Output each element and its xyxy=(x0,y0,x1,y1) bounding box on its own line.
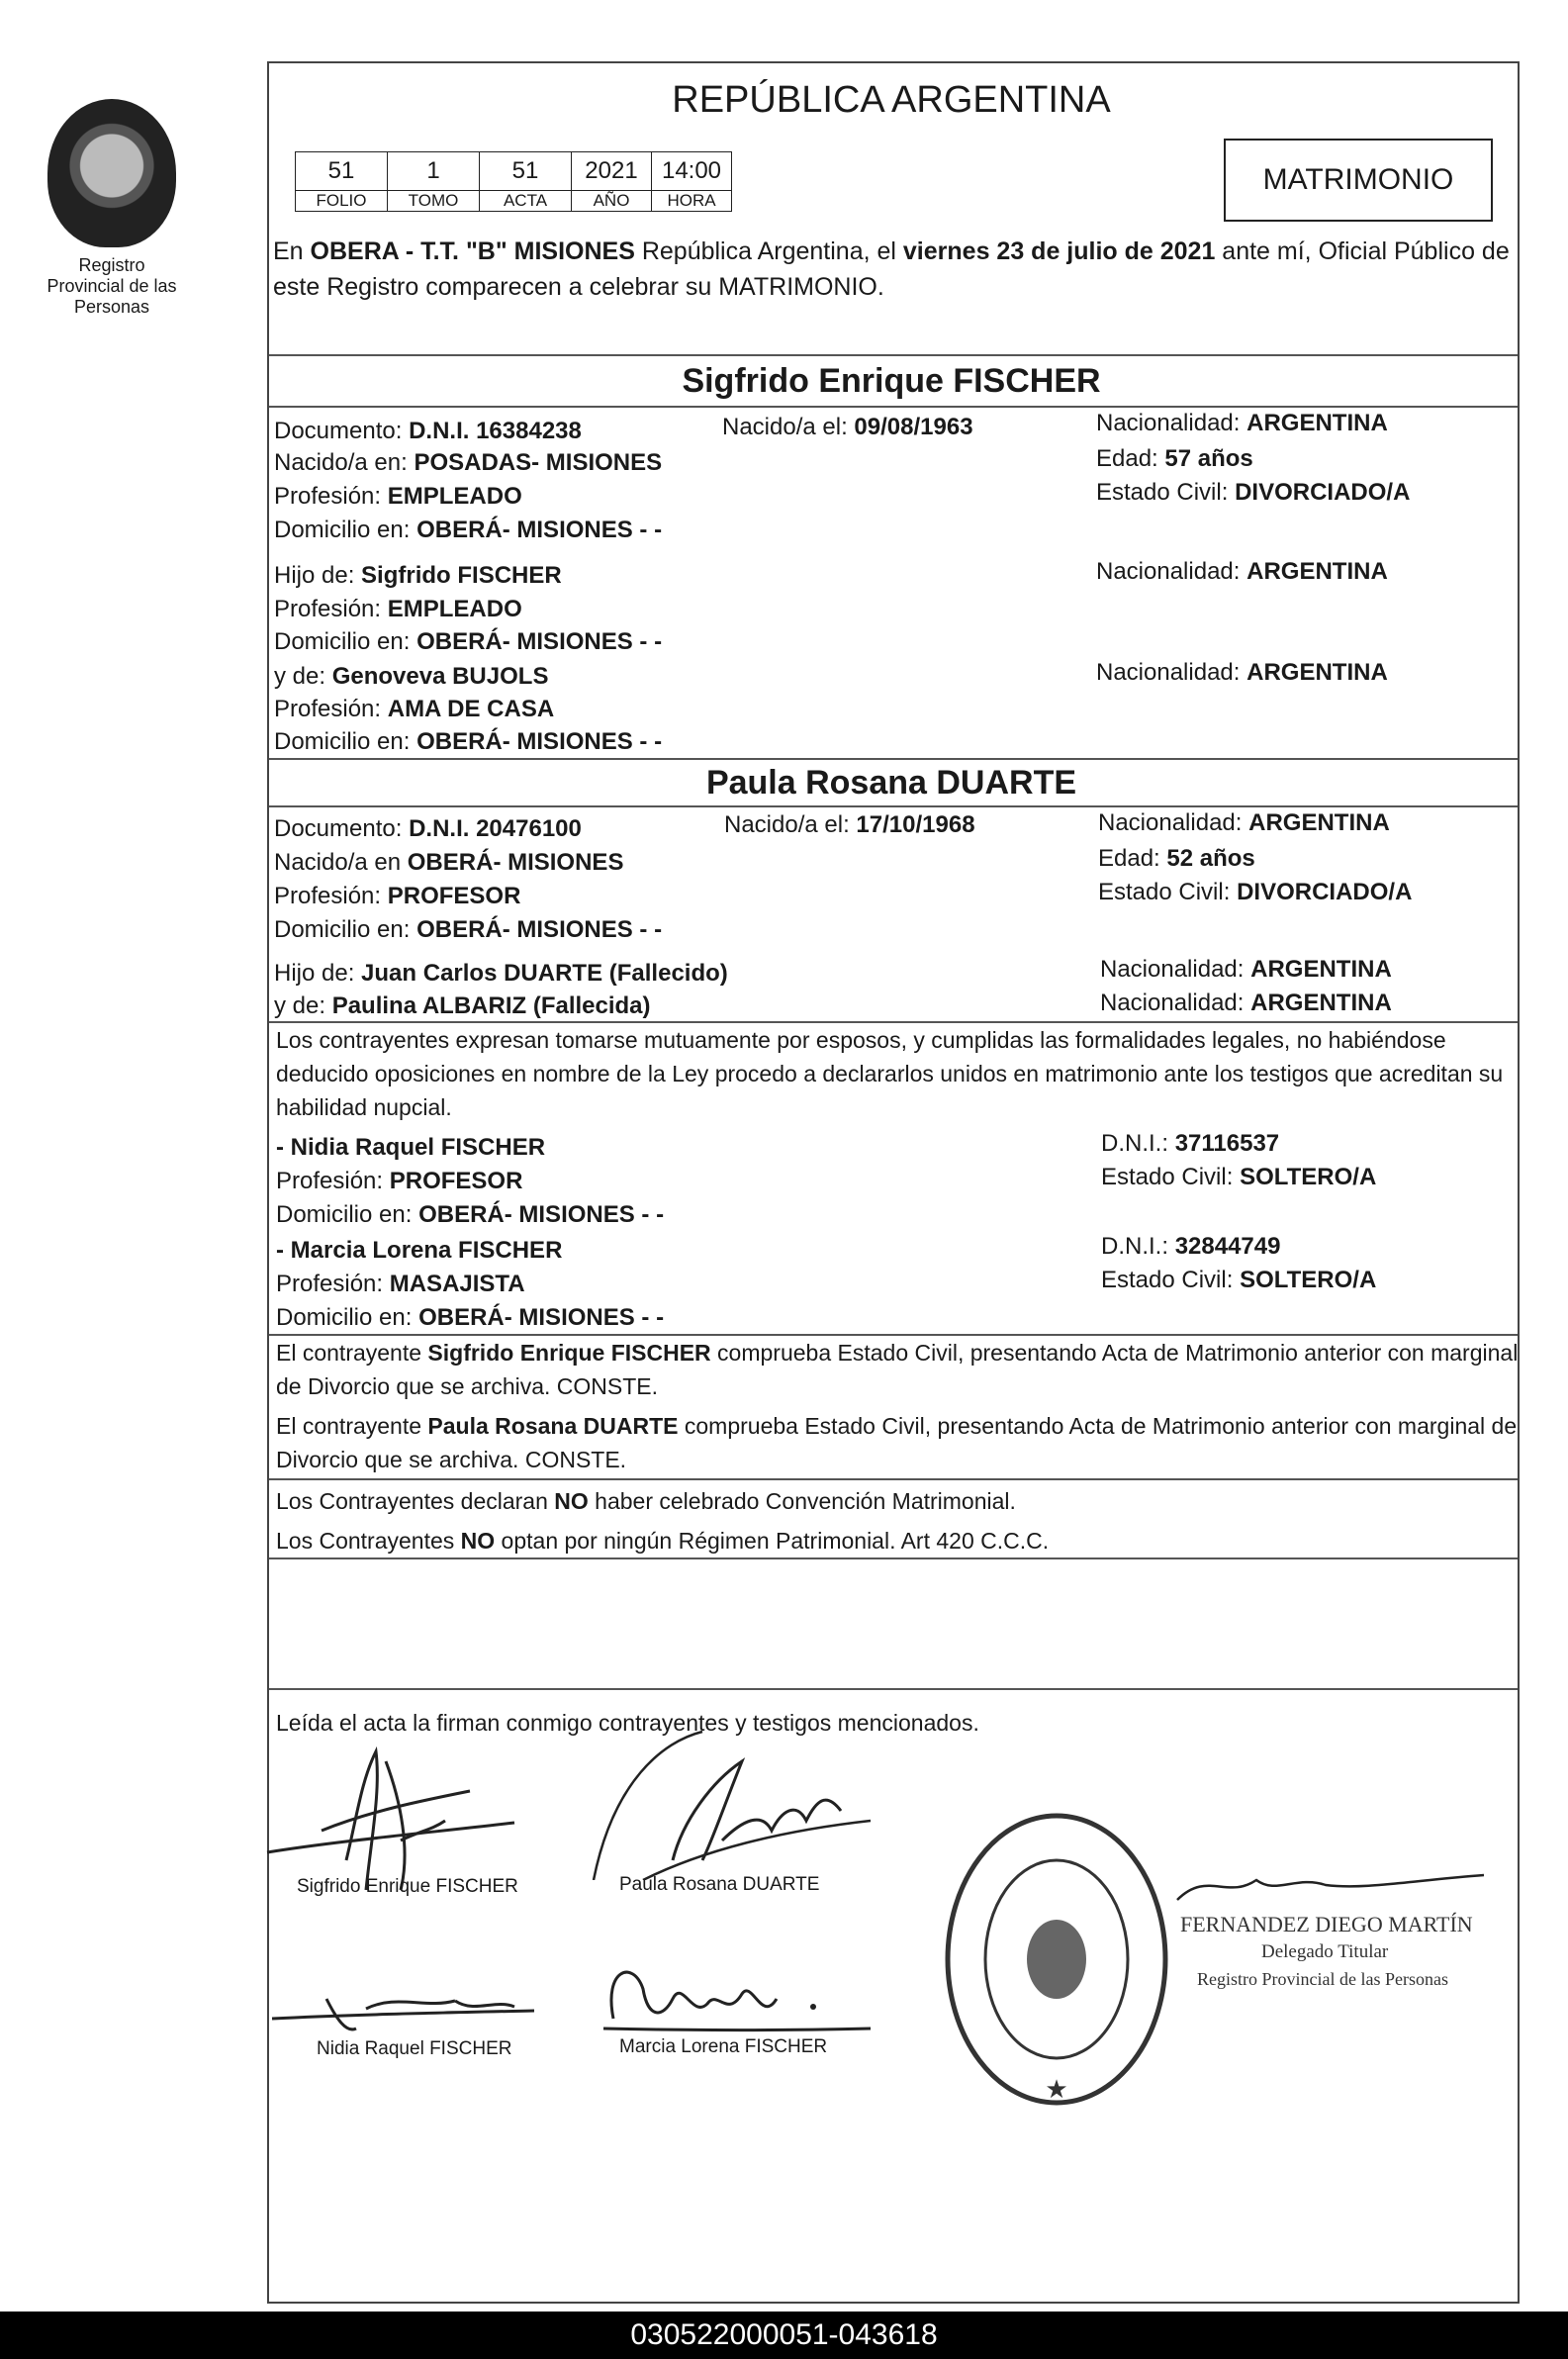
official-name: FERNANDEZ DIEGO MARTÍN xyxy=(1180,1912,1473,1936)
act-type-box: MATRIMONIO xyxy=(1224,139,1493,222)
groom-mother: y de: Genoveva BUJOLS xyxy=(274,663,549,690)
intro-text-2: República Argentina, el xyxy=(634,237,903,265)
regime-note: Los Contrayentes NO optan por ningún Régimen Patrimonial. Art 420 C.C.C. xyxy=(276,1528,1050,1554)
witness-1-signature-caption: Nidia Raquel FISCHER xyxy=(317,2038,512,2059)
official-seal-icon xyxy=(940,1801,1177,2118)
bride-birthplace: Nacido/a en OBERÁ- MISIONES xyxy=(274,849,624,876)
groom-mother-nationality: Nacionalidad: ARGENTINA xyxy=(1096,659,1388,686)
hora-label: HORA xyxy=(652,191,732,212)
official-org: Registro Provincial de las Personas xyxy=(1197,1969,1448,1989)
bride-signature xyxy=(584,1722,880,1880)
official-signature xyxy=(1167,1860,1504,1920)
groom-father-profession: Profesión: EMPLEADO xyxy=(274,596,522,622)
witness-2-civil-status: Estado Civil: SOLTERO/A xyxy=(1101,1267,1377,1293)
bride-signature-caption: Paula Rosana DUARTE xyxy=(619,1874,820,1895)
province-seal-icon xyxy=(47,99,176,247)
bride-civil-status: Estado Civil: DIVORCIADO/A xyxy=(1098,879,1413,905)
official-role: Delegado Titular xyxy=(1261,1941,1389,1962)
intro-text-1: En xyxy=(273,237,311,265)
groom-birthplace: Nacido/a en: POSADAS- MISIONES xyxy=(274,449,663,476)
acta-value: 51 xyxy=(480,152,572,191)
witness-1-profession: Profesión: PROFESOR xyxy=(276,1168,523,1194)
divider xyxy=(269,1557,1518,1559)
bride-nationality: Nacionalidad: ARGENTINA xyxy=(1098,809,1390,836)
svg-text:★: ★ xyxy=(1045,2074,1068,2104)
intro-place: OBERA - T.T. "B" MISIONES xyxy=(310,237,635,265)
bride-name: Paula Rosana DUARTE xyxy=(705,764,1077,802)
groom-father: Hijo de: Sigfrido FISCHER xyxy=(274,562,562,589)
groom-profession: Profesión: EMPLEADO xyxy=(274,483,522,510)
witness-1-dni: D.N.I.: 37116537 xyxy=(1101,1130,1280,1157)
intro-text-3: ante mí, Oficial Público de este Registro comparecen a celebrar su MATRIMONIO. xyxy=(273,237,1510,301)
groom-age: Edad: 57 años xyxy=(1096,445,1253,472)
groom-nationality: Nacionalidad: ARGENTINA xyxy=(1096,410,1388,436)
page-title: REPÚBLICA ARGENTINA xyxy=(672,79,1111,121)
folio-label: FOLIO xyxy=(296,191,388,212)
groom-mother-profession: Profesión: AMA DE CASA xyxy=(274,696,555,722)
witness-2-signature xyxy=(594,1949,890,2043)
bride-age: Edad: 52 años xyxy=(1098,845,1255,872)
witness-1-address: Domicilio en: OBERÁ- MISIONES - - xyxy=(276,1201,665,1228)
logo-caption: Registro Provincial de las Personas xyxy=(46,255,177,317)
declaration-paragraph: Los contrayentes expresan tomarse mutuamente por esposos, y cumplidas las formalidades legales, no habiéndose deducido oposiciones en nombre de la Ley procedo a declararlos unidos en matrimonio ante los testigos que acreditan su habilidad nupcial. xyxy=(276,1027,1504,1120)
groom-father-address: Domicilio en: OBERÁ- MISIONES - - xyxy=(274,628,663,655)
convention-note: Los Contrayentes declaran NO haber celebrado Convención Matrimonial. xyxy=(276,1488,1016,1514)
bride-father: Hijo de: Juan Carlos DUARTE (Fallecido) xyxy=(274,960,728,987)
intro-date: viernes 23 de julio de 2021 xyxy=(902,237,1216,265)
acta-label: ACTA xyxy=(480,191,572,212)
bride-father-nationality: Nacionalidad: ARGENTINA xyxy=(1100,956,1392,983)
civil-status-note-1: El contrayente Sigfrido Enrique FISCHER comprueba Estado Civil, presentando Acta de Matrimonio anterior con marginal de Divorcio que se archiva. CONSTE. xyxy=(276,1340,1519,1399)
bride-mother-nationality: Nacionalidad: ARGENTINA xyxy=(1100,990,1392,1016)
registry-logo xyxy=(38,99,186,318)
divider xyxy=(269,406,1518,408)
hora-value: 14:00 xyxy=(652,152,732,191)
bride-mother: y de: Paulina ALBARIZ (Fallecida) xyxy=(274,992,651,1019)
closing-text: Leída el acta la firman conmigo contrayentes y testigos mencionados. xyxy=(276,1710,979,1736)
bride-born: Nacido/a el: 17/10/1968 xyxy=(724,811,975,838)
groom-address: Domicilio en: OBERÁ- MISIONES - - xyxy=(274,517,663,543)
groom-name: Sigfrido Enrique FISCHER xyxy=(682,362,1101,400)
anio-label: AÑO xyxy=(572,191,652,212)
witness-1-name: - Nidia Raquel FISCHER xyxy=(276,1134,546,1161)
intro-paragraph xyxy=(273,234,1522,305)
civil-status-note-2: El contrayente Paula Rosana DUARTE comprueba Estado Civil, presentando Acta de Matrimonio anterior con marginal de Divorcio que se archiva. CONSTE. xyxy=(276,1413,1518,1472)
divider xyxy=(269,805,1518,807)
registry-table xyxy=(295,151,732,212)
witness-2-name: - Marcia Lorena FISCHER xyxy=(276,1237,563,1264)
witness-2-dni: D.N.I.: 32844749 xyxy=(1101,1233,1281,1260)
groom-doc: Documento: D.N.I. 16384238 xyxy=(274,418,582,444)
witness-2-signature-caption: Marcia Lorena FISCHER xyxy=(619,2036,828,2057)
divider xyxy=(269,354,1518,356)
bride-profession: Profesión: PROFESOR xyxy=(274,883,521,909)
groom-signature-caption: Sigfrido Enrique FISCHER xyxy=(297,1876,518,1897)
groom-civil-status: Estado Civil: DIVORCIADO/A xyxy=(1096,479,1411,506)
document-code: 030522000051-043618 xyxy=(0,2312,1568,2359)
divider xyxy=(269,758,1518,760)
anio-value: 2021 xyxy=(572,152,652,191)
tomo-label: TOMO xyxy=(388,191,480,212)
folio-value: 51 xyxy=(296,152,388,191)
groom-born: Nacido/a el: 09/08/1963 xyxy=(722,414,973,440)
witness-2-profession: Profesión: MASAJISTA xyxy=(276,1271,525,1297)
groom-mother-address: Domicilio en: OBERÁ- MISIONES - - xyxy=(274,728,663,755)
bride-doc: Documento: D.N.I. 20476100 xyxy=(274,815,582,842)
bride-address: Domicilio en: OBERÁ- MISIONES - - xyxy=(274,916,663,943)
witness-1-civil-status: Estado Civil: SOLTERO/A xyxy=(1101,1164,1377,1190)
witness-2-address: Domicilio en: OBERÁ- MISIONES - - xyxy=(276,1304,665,1331)
divider xyxy=(269,1688,1518,1690)
tomo-value: 1 xyxy=(388,152,480,191)
groom-father-nationality: Nacionalidad: ARGENTINA xyxy=(1096,558,1388,585)
divider xyxy=(269,1478,1518,1480)
